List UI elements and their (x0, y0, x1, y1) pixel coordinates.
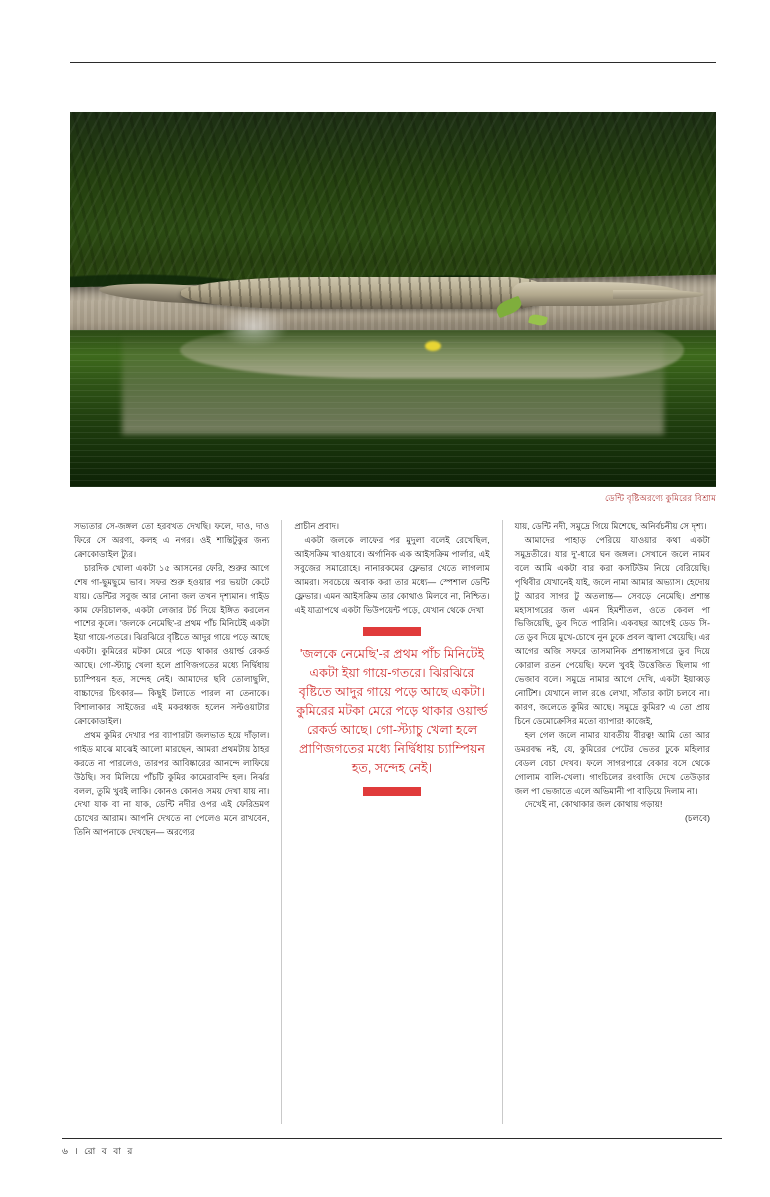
paragraph: আমাদের পাহাড় পেরিয়ে যাওয়ার কথা একটা সমুদ্রতীরে। যার দু'-ধারে ঘন জঙ্গল। সেখানে জলে নামব বলে আমি একটা বার করা কসটিউম নিয়ে বেরিয়েছি। পৃথিবীর যেখানেই যাই, জলে নামা আমার অভ্যাস। হেদোয় টু আরব সাগর টু অতলান্ত— সেবড়ে নেমেছি। প্রশান্ত মহাসাগরের জল এমন হিমশীতল, ওতে কেবল পা ভিজিয়েছি, ডুব দিতে পারিনি। একবছর আগেই ডেড সি-তে ডুব দিয়ে মুখে-চোখে নুন ঢুকে প্রবল জ্বালা খেয়েছি। এর আগের অজি সফরে তাসমানিক প্রশান্তসাগরে ডুব দিয়ে কোরাল রতন পেয়েছি। ফলে খুবই উত্তেজিত ছিলাম গা ভেজাব বলে। সমুদ্রে নামার আগে দেখি, একটা ইয়াব্বড় নোটিশ। যেখানে লাল রঙে লেখা, সাঁতার কাটা চলবে না। কারণ, জলেতে কুমির আছে। সমুদ্রে কুমির? এ তো প্রায় চিনে ডেমোক্রেসির মতো ব্যাপার! কাজেই, (514, 534, 710, 726)
pull-quote-bottom-rule (363, 787, 421, 796)
pull-quote-text: 'জলকে নেমেছি'-র প্রথম পাঁচ মিনিটেই একটা ইয়া গায়ে-গতরে। ঝিরঝিরে বৃষ্টিতে আদুর গায়ে পড়ে আছে একটা। কুমিরের মটকা মেরে পড়ে থাকার ওয়ার্ল্ড রেকর্ড আছে। গো-স্ট্যাচু খেলা হলে প্রাণিজগতের মধ্যে নির্দ্বিধায় চ্যাম্পিয়ন হত, সন্দেহ নেই। (296, 647, 488, 775)
page-footer (62, 1138, 722, 1159)
yellow-highlight (425, 341, 441, 351)
water-splash (219, 307, 289, 347)
column-right (502, 520, 722, 1124)
paragraph: চারদিক খোলা একটা ১৫ আসনের ফেরি, শুরুর আগে শেষ গা-ছুমছুমে ভাব। সফর শুরু হওয়ার পর ভয়টা কেটে যায়। ডেন্টির সবুজ আর নোনা জল তখন দৃশ্যমান। গাইড কাম ফেরিচালক, একটা লেজার টর্চ দিয়ে ইঙ্গিত করলেন পাশের কূলে। 'জলকে নেমেছি'-র প্রথম পাঁচ মিনিটেই একটা ইয়া গায়ে-গতরে। ঝিরঝিরে বৃষ্টিতে আদুর গায়ে পড়ে আছে একটা। কুমিরের মটকা মেরে পড়ে থাকার ওয়ার্ল্ড রেকর্ড আছে। গো-স্ট্যাচু খেলা হলে প্রাণিজগতের মধ্যে নির্দ্বিধায় চ্যাম্পিয়ন হত, সন্দেহ নেই। আমাদের ছবি তোলাছুলি, বাচ্চাদের চিৎকার— কিছুই টলাতে পারল না তেনাকে। বিশালাকার সাইজের এই মকরধ্বজ হলেন সল্টওয়াটার ক্রোকোডাইল। (74, 562, 270, 726)
paragraph: একটা জলকে লাফের পর মুদুলা বলেই রেখেছিল, আইসক্রিম খাওয়াবে। অর্গানিক এক আইসক্রিম পার্লার, এই সবুজের সমারোহে। নানারকমের ফ্লেভার খেতে লাগলাম আমরা। সবচেয়ে অবাক করা তার মধ্যে— স্পেশাল ডেন্টি ফ্লেভার। এমন আইসক্রিম তার কোথাও মিলবে না, নিশ্চিত। এই যাত্রাপথে একটা ভিউপয়েন্ট পড়ে, যেখান থেকে দেখা (294, 534, 490, 615)
photo-scene (70, 112, 716, 487)
pull-quote (294, 627, 489, 795)
paragraph: প্রথম কুমির দেখার পর ব্যাপারটা জলভাত হয়ে দাঁড়াল। গাইড মাঝে মাঝেই আলো মারছেন, আমরা প্রথমটায় ঠাহর করতে না পারলেও, তারপর আবিষ্কারের আনন্দে লাফিয়ে উঠছি। সব মিলিয়ে পাঁচটি কুমির কামেরাবন্দি হল। নির্ঝর বলল, তুমি খুবই লাকি। কোনও কোনও সময় দেখা যায় না। দেখা যাক বা না যাক, ডেন্টি নদীর ওপর এই ফেরিভ্রমণ চোখের আরাম। আপনি দেখতে না পেলেও মনে রাখবেন, তিনি আপনাকে দেখছেন— অরণ্যের (74, 729, 270, 838)
paragraph: দেখেই না, কোথাকার জল কোথায় গড়ায়! (524, 799, 663, 810)
paragraph: যায়, ডেন্টি নদী, সমুদ্রে গিয়ে মিশেছে, অনির্বচনীয় সে দৃশ্য। (514, 521, 707, 531)
continued-note: (চলবে) (684, 813, 710, 824)
footer-rule (62, 1138, 722, 1139)
column-left (62, 520, 281, 1124)
crocodile-basking-on-log-photo (70, 112, 716, 487)
paragraph: হল গেল জলে নামার যাবতীয় বীরত্ব! আমি তো আর ডমরবদ্ধ নই, যে, কুমিরের পেটের ভেতর ঢুকে মহিলার বেডল বেচা দেখব। ফলে সাগরপারে বেকার বসে থেকে গোলাম বালি-খেলা। গাংচিলের রংবাজি দেখে তেউড়ার জল পা ভেজাতে এলে অভিমানী পা বাড়িয়ে দিলাম না। (514, 729, 710, 796)
header-rule (70, 62, 716, 63)
crocodile-snout (613, 290, 704, 298)
crocodile-body (180, 277, 543, 309)
paragraph: সভ্যতার সে-জঙ্গল তো হরবখত দেখছি। ফলে, দাও, দাও ফিরে সে অরণ্য, কলহ এ নগর। ওই শান্তিটুকুর জন্য ক্রোকোডাইল ট্যুর। (74, 521, 270, 559)
paragraph: প্রাচীন প্রবাদ। (294, 521, 340, 531)
article-columns (62, 520, 722, 1124)
column-middle (281, 520, 501, 1124)
photo-caption: ডেন্টি বৃষ্টিঅরণ্যে কুমিরের বিশ্রাম (604, 493, 716, 503)
pull-quote-top-rule (363, 627, 421, 636)
folio: ৬ । রো ব বা র (62, 1146, 135, 1156)
